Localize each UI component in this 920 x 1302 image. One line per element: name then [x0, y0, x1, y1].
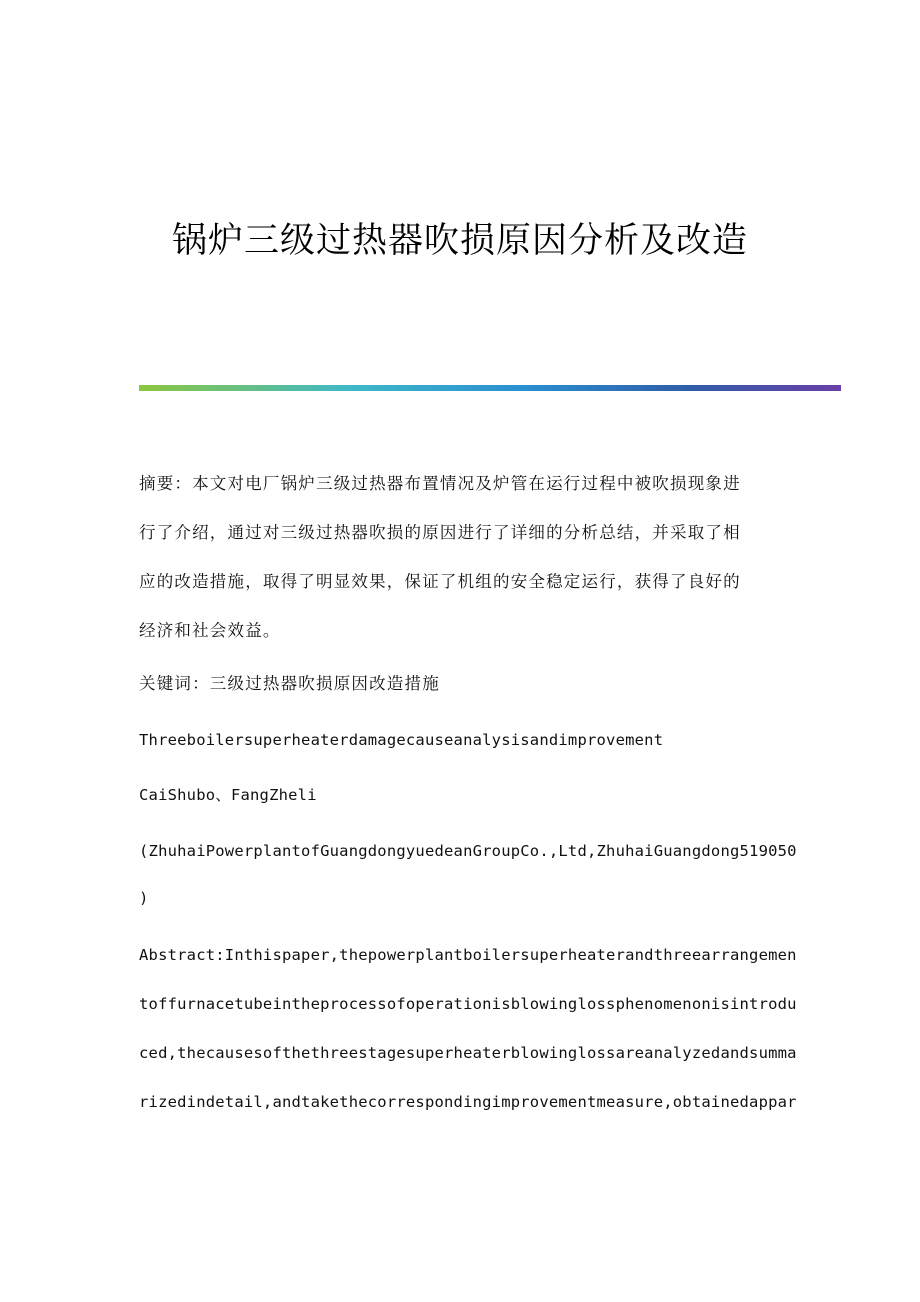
abstract-en-line: ced,thecausesofthethreestagesuperheaterblowinglossareanalyzedandsumma: [139, 1044, 797, 1062]
authors: CaiShubo、FangZheli: [139, 786, 317, 804]
abstract-en-line: Abstract:Inthispaper,thepowerplantboilersuperheaterandthreearrangemen: [139, 946, 797, 964]
abstract-cn-line: 经济和社会效益。: [139, 621, 281, 640]
affiliation-line: (ZhuhaiPowerplantofGuangdongyuedeanGroupCo.,Ltd,ZhuhaiGuangdong519050: [139, 842, 797, 860]
abstract-cn-line: 行了介绍，通过对三级过热器吹损的原因进行了详细的分析总结，并采取了相: [139, 523, 741, 542]
abstract-en-line: toffurnacetubeintheprocessofoperationisblowinglossphenomenonisintrodu: [139, 995, 797, 1013]
title-divider-gradient: [139, 385, 841, 391]
abstract-en-line: rizedindetail,andtakethecorrespondingimprovementmeasure,obtainedappar: [139, 1093, 797, 1111]
chinese-abstract: [139, 459, 779, 655]
affiliation: [139, 828, 797, 922]
abstract-cn-line: 摘要：本文对电厂锅炉三级过热器布置情况及炉管在运行过程中被吹损现象进: [139, 474, 741, 493]
keywords: 关键词：三级过热器吹损原因改造措施: [139, 674, 440, 693]
affiliation-line: ): [139, 889, 149, 907]
english-title: Threeboilersuperheaterdamagecauseanalysisandimprovement: [139, 731, 664, 749]
document-title: 锅炉三级过热器吹损原因分析及改造: [171, 221, 748, 261]
abstract-cn-line: 应的改造措施，取得了明显效果，保证了机组的安全稳定运行，获得了良好的: [139, 572, 741, 591]
english-abstract: [139, 931, 797, 1127]
